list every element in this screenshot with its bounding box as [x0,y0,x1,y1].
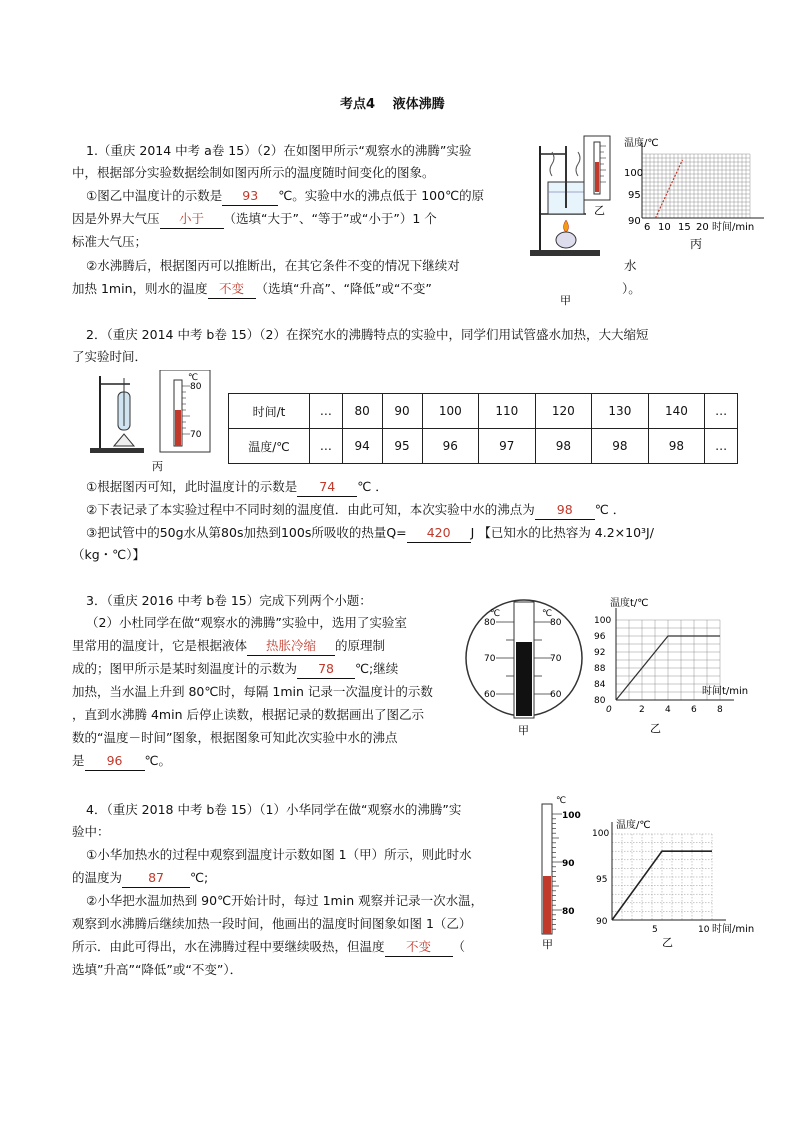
q2-text: ℃ ． [594,502,626,517]
q3-line6: ，直到水沸腾 4min 后停止读数，根据记录的数据画出了图乙示 [72,707,424,722]
table-cell: … [310,394,343,429]
table-cell: 130 [592,394,649,429]
table-cell: 80 [342,394,382,429]
q3-answer-3: 96 [85,752,145,771]
q1-line7c: ）。 [622,281,641,296]
q3-text: 是 [72,753,85,768]
q3-thermo-80-right: 80 [550,618,562,628]
q2-line3 [86,478,388,497]
q1-xtick-15: 15 [678,222,691,233]
q4-thermo-90: 90 [562,859,575,869]
q4-xtick-10: 10 [698,925,710,935]
q1-text: ℃。实验中水的沸点低于 100℃的原 [278,188,485,203]
q2-thermo-unit: ℃ [188,373,199,383]
q3-text: ℃。 [144,753,172,768]
q1-xtick-10: 10 [658,222,671,233]
page-title: 考点4 液体沸腾 [340,97,445,112]
q1-text: 加热 1min，则水的温度 [72,281,208,296]
q4-line5: ②小华把水温加热到 90℃开始计时，每过 1min 观察并记录一次水温， [86,893,484,908]
q3-line2: （2）小杜同学在做“观察水的沸腾”实验中，选用了实验室 [86,615,407,630]
q1-answer-3: 不变 [208,280,256,299]
q1-text: ①图乙中温度计的示数是 [86,188,223,203]
q4-fig-label-yi: 乙 [662,936,673,948]
q1-answer-1: 93 [222,187,278,206]
q3-ytick: 80 [594,696,606,706]
q1-line1: 1.（重庆 2014 中考 a卷 15）（2）在如图甲所示“观察水的沸腾”实验 [86,143,472,158]
q3-line4 [72,660,398,679]
q2-thermo-70: 70 [190,430,202,440]
q4-answer-1: 87 [122,869,190,888]
q3-chart-ylabel: 温度t/℃ [610,598,649,609]
q1-chart-xlabel: 时间/min [712,222,755,233]
q3-text: ℃;继续 [355,661,399,676]
q3-xtick: 0 [606,705,612,715]
q1-xtick-20: 20 [696,222,709,233]
q4-ytick-100: 100 [592,829,610,839]
table-cell: 110 [479,394,536,429]
q2-fig-label-bing: 丙 [152,460,163,473]
q4-thermometer-figure [530,796,586,952]
q1-chart-bing [618,134,770,258]
q4-line8: 选填”升高”“降低”或“不变”）． [72,962,243,977]
q3-thermo-60-left: 60 [484,690,496,700]
table-cell: 100 [422,394,479,429]
q4-text: （ [452,939,466,954]
q4-chart-xlabel: 时间/min [712,924,755,935]
q4-thermo-80: 80 [562,907,575,917]
q3-chart-yi [592,594,762,744]
table-cell: 时间/t [229,394,310,429]
q2-text: ①根据图丙可知，此时温度计的示数是 [86,479,298,494]
q4-answer-2: 不变 [385,938,453,957]
q4-ytick-95: 95 [596,875,608,885]
q4-text: 的温度为 [72,870,123,885]
q1-text: 因是外界大气压 [72,211,160,226]
q4-line1: 4．（重庆 2018 中考 b卷 15）（1）小华同学在做“观察水的沸腾”实 [86,802,462,817]
q4-ytick-90: 90 [596,917,608,927]
q1-answer-2: 小于 [160,210,224,229]
q4-chart-yi [592,814,768,948]
q3-line7: 数的“温度－时间”图象，根据图象可知此次实验中水的沸点 [72,730,398,745]
q1-ytick-95: 95 [628,190,641,201]
q1-fig-label-yi: 乙 [594,204,605,217]
q3-ytick: 92 [594,648,606,658]
q3-ytick: 84 [594,680,606,690]
table-row [229,394,738,429]
table-cell: 140 [648,394,705,429]
q1-line4 [72,210,437,229]
q3-fig-label-yi: 乙 [650,722,661,735]
q3-thermometer-figure [462,598,586,738]
q2-apparatus-figure [86,370,216,474]
q2-line2: 了实验时间． [72,349,148,364]
q4-line3: ①小华加热水的过程中观察到温度计示数如图 1（甲）所示，则此时水 [86,847,472,862]
q3-answer-2: 78 [297,660,355,679]
q3-ytick: 100 [594,616,612,626]
q3-ytick: 96 [594,632,606,642]
q1-apparatus-figure [526,132,626,312]
q3-xtick: 8 [717,705,723,715]
q4-xtick-5: 5 [652,925,658,935]
q4-chart-ylabel: 温度/℃ [616,820,651,831]
q2-text: ③把试管中的50g水从第80s加热到100s所吸收的热量Q= [86,525,407,540]
table-cell: … [310,429,343,464]
q3-fig-label-jia: 甲 [518,724,529,737]
q1-line7 [72,280,432,299]
table-cell: 90 [382,394,422,429]
q3-thermo-unit-left: ℃ [490,609,501,619]
table-cell: 97 [479,429,536,464]
q1-fig-label-jia: 甲 [560,294,571,307]
q1-line5: 标准大气压； [72,234,148,249]
q2-line5 [86,524,654,543]
q3-text: 的原理制 [335,638,386,653]
q2-line6: （kg・℃）】 [72,547,145,562]
q2-data-table [228,393,738,464]
q3-xtick: 2 [639,705,645,715]
q3-line3 [72,637,385,656]
table-cell: … [705,394,738,429]
q2-answer-3: 420 [407,524,471,543]
q2-thermo-80: 80 [190,382,202,392]
q2-line1: 2．（重庆 2014 中考 b卷 15）（2）在探究水的沸腾特点的实验中，同学们用试管盛水加热，大大缩短 [86,327,649,342]
q3-chart-xlabel: 时间t/min [702,686,749,697]
q2-text: ②下表记录了本实验过程中不同时刻的温度值．由此可知，本次实验中水的沸点为 [86,502,535,517]
q3-thermo-60-right: 60 [550,690,562,700]
q3-text: 成的；图甲所示是某时刻温度计的示数为 [72,661,298,676]
table-cell: 95 [382,429,422,464]
table-cell: 98 [592,429,649,464]
q1-fig-label-bing: 丙 [690,237,703,251]
q3-answer-1: 热胀冷缩 [247,637,335,656]
q1-data-line [656,160,683,218]
q2-text: J 【已知水的比热容为 4.2×10³J/ [470,525,654,540]
q1-ytick-100: 100 [624,168,644,179]
q2-answer-2: 98 [535,501,595,520]
q3-line1: 3．（重庆 2016 中考 b卷 15）完成下列两个小题： [86,593,372,608]
q4-line2: 验中： [72,824,110,839]
q3-line5: 加热，当水温上升到 80℃时，每隔 1min 记录一次温度计的示数 [72,684,433,699]
table-cell: 96 [422,429,479,464]
q1-line6: ②水沸腾后，根据图丙可以推断出，在其它条件不变的情况下继续对 [86,258,460,273]
q4-text: ℃; [190,870,209,885]
table-row [229,429,738,464]
q3-text: 里常用的温度计，它是根据液体 [72,638,248,653]
q2-answer-1: 74 [297,478,357,497]
q4-text: 所示．由此可得出，水在沸腾过程中要继续吸热，但温度 [72,939,385,954]
q1-ytick-90: 90 [628,216,641,227]
q3-xtick: 6 [691,705,697,715]
q2-line4 [86,501,625,520]
q4-thermo-100: 100 [562,811,581,821]
q4-fig-label-jia: 甲 [542,938,553,951]
q1-xtick-6: 6 [644,222,651,233]
q3-ytick: 88 [594,664,606,674]
table-cell: … [705,429,738,464]
table-cell: 98 [648,429,705,464]
q3-thermo-70-right: 70 [550,654,562,664]
q1-line6b: 水 [624,258,637,273]
q3-thermo-80-left: 80 [484,618,496,628]
q4-line6: 观察到水沸腾后继续加热一段时间，他画出的温度时间图象如图 1（乙） [72,916,472,931]
q4-thermo-unit: ℃ [556,796,567,806]
table-cell: 98 [535,429,592,464]
q2-text: ℃ ． [357,479,388,494]
q4-line4 [72,869,208,888]
table-cell: 温度/℃ [229,429,310,464]
table-cell: 120 [535,394,592,429]
q1-text: （选填“大于”、“等于”或“小于”）1 个 [223,211,437,226]
q1-chart-ylabel: 温度/℃ [624,138,659,149]
table-cell: 94 [342,429,382,464]
q1-text: （选填“升高”、“降低”或“不变” [255,281,432,296]
q1-line3 [86,187,484,206]
q4-line7 [72,938,465,957]
q3-line8 [72,752,171,771]
q3-xtick: 4 [665,705,671,715]
q1-line2: 中，根据部分实验数据绘制如图丙所示的温度随时间变化的图象。 [72,165,435,180]
q3-thermo-unit-right: ℃ [542,609,553,619]
q3-thermo-70-left: 70 [484,654,496,664]
